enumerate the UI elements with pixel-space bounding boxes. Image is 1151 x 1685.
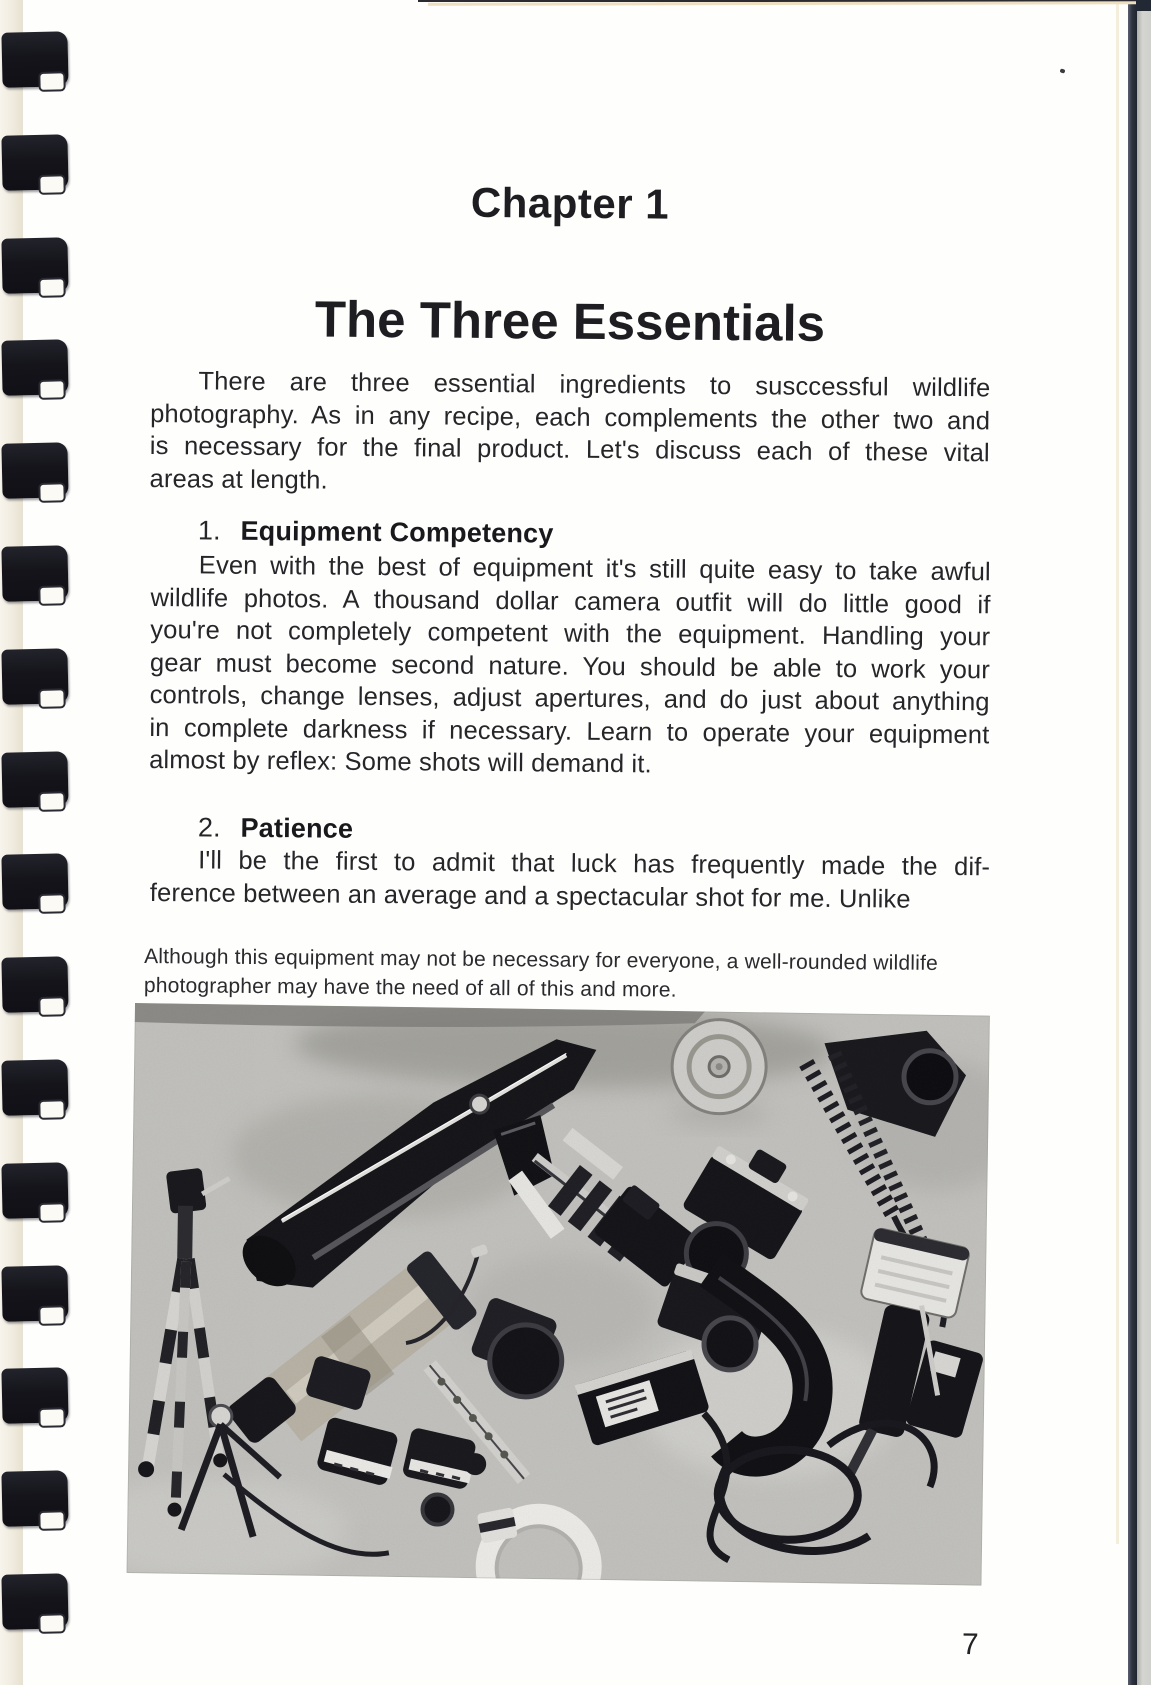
text-line: Even with the best of equipment it's still quite easy to take awful xyxy=(198,551,991,587)
binding-tooth xyxy=(1,237,68,293)
text-line: areas at length. xyxy=(149,464,328,495)
equipment-photo xyxy=(127,1003,990,1586)
binding-tooth-notch xyxy=(38,1511,65,1532)
binding-tooth-notch xyxy=(38,380,65,401)
binding-tooth-notch xyxy=(38,1408,65,1429)
caption-line: Although this equipment may not be necessary for everyone, a well-rounded wildlife xyxy=(144,945,939,975)
intro-paragraph xyxy=(149,365,990,502)
chapter-label: Chapter 1 xyxy=(470,178,670,228)
binding-tooth-notch xyxy=(38,1613,65,1634)
binding-tooth-notch xyxy=(38,791,65,812)
page-right-edge-highlight xyxy=(1116,4,1119,1544)
text-line: controls, change lenses, adjust apertures, and do just about anything xyxy=(149,680,990,717)
text-line: in complete darkness if necessary. Learn to operate your equipment xyxy=(149,713,990,749)
binding-tooth xyxy=(1,31,68,87)
text-line: ference between an average and a spectacular shot for me. Unlike xyxy=(149,878,911,914)
binding-tooth-notch xyxy=(38,585,65,606)
binding-tooth xyxy=(1,340,68,396)
scan-top-right-corner xyxy=(1136,0,1151,11)
page-right-edge-shadow xyxy=(1128,0,1137,1685)
binding-tooth-notch xyxy=(38,894,65,915)
page-title: The Three Essentials xyxy=(314,290,826,353)
binding-tooth-notch xyxy=(38,1202,65,1223)
section-heading-text: Equipment Competency xyxy=(240,515,554,549)
text-line: photography. As in any recipe, each complements the other two and xyxy=(150,399,991,435)
equipment-photo-graphic xyxy=(127,1003,990,1586)
section-1-body xyxy=(149,549,991,784)
ink-speck xyxy=(1059,68,1065,73)
binding-tooth xyxy=(1,545,68,601)
section-2-body xyxy=(150,844,991,916)
binding-tooth-notch xyxy=(38,277,65,298)
binding-tooth xyxy=(1,1573,68,1629)
binding-tooth-notch xyxy=(38,174,65,195)
caption-line: photographer may have the need of all of this and more. xyxy=(143,973,677,1002)
binding-tooth xyxy=(1,648,68,704)
binding-tooth-notch xyxy=(38,483,65,504)
binding-tooth xyxy=(1,134,68,190)
section-number: 1. xyxy=(197,515,221,546)
binding-tooth xyxy=(1,1059,68,1115)
binding-tooth-notch xyxy=(38,688,65,709)
text-line: There are three essential ingredients to susccessful wildlife xyxy=(198,367,991,403)
text-line: almost by reflex: Some shots will demand it. xyxy=(149,745,652,779)
text-line: you're not completely competent with the equipment. Handling your xyxy=(150,616,991,652)
binding-tooth xyxy=(1,956,68,1012)
binding-tooth xyxy=(1,1368,68,1424)
binding-tooth xyxy=(1,1470,68,1526)
scan-right-margin xyxy=(1137,0,1151,1685)
text-line: I'll be the first to admit that luck has frequently made the dif- xyxy=(198,846,991,882)
binding-tooth xyxy=(1,751,68,807)
page-content xyxy=(143,0,991,1685)
binding-tooth-notch xyxy=(38,1305,65,1326)
text-line: wildlife photos. A thousand dollar camera outfit will do little good if xyxy=(150,583,991,619)
binding-tooth xyxy=(1,442,68,498)
binding-tooth-notch xyxy=(38,997,65,1018)
binding-tooth-notch xyxy=(38,71,65,92)
section-number: 2. xyxy=(197,812,221,843)
page-number: 7 xyxy=(961,1628,979,1662)
text-line: is necessary for the final product. Let's discuss each of these vital xyxy=(149,431,990,468)
text-line: gear must become second nature. You should be able to work your xyxy=(149,648,991,684)
binding-tooth xyxy=(1,1265,68,1321)
binding-tooth-notch xyxy=(38,1099,65,1120)
section-heading-text: Patience xyxy=(240,812,354,844)
photo-caption xyxy=(144,943,1000,1007)
section-1-heading xyxy=(150,514,990,554)
binding-tooth xyxy=(1,854,68,910)
binding-tooth xyxy=(1,1162,68,1218)
